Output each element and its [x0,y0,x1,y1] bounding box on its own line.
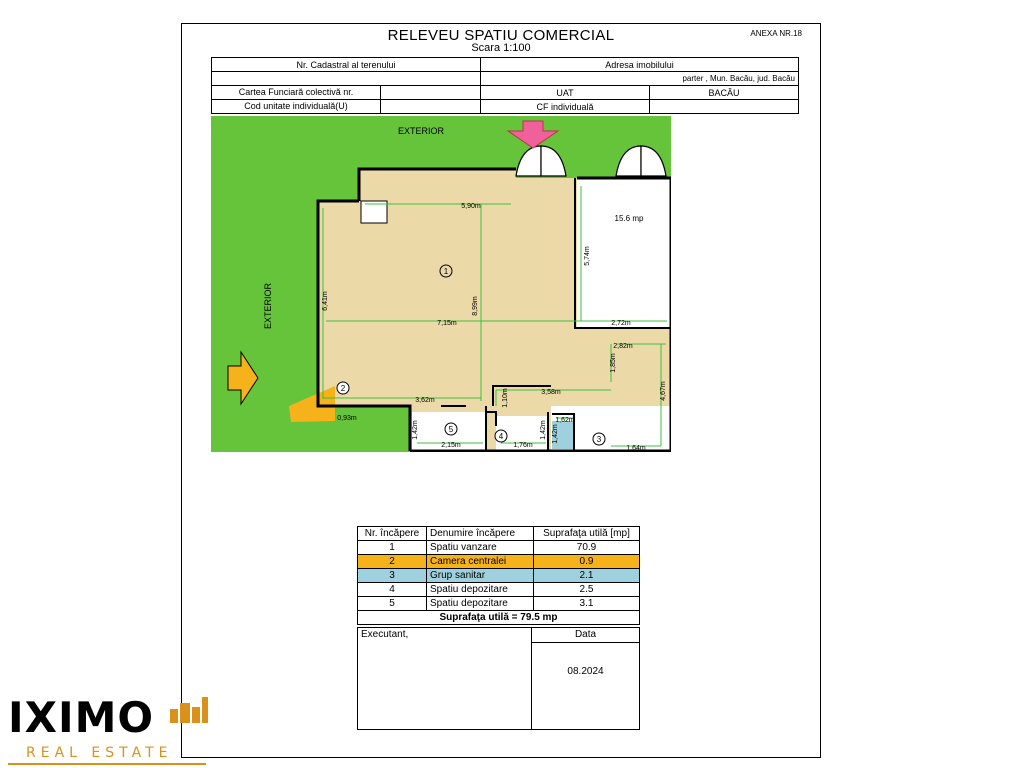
room-156-area-label: 15.6 mp [614,214,644,223]
rooms-table [357,526,640,625]
room-marker-4: 4 [498,432,504,441]
room-name: Grup sanitar [427,569,534,583]
unit-code-row [212,100,481,114]
data-value: 08.2024 [567,666,604,677]
dim-110: 1,10m [502,388,509,408]
room-nr: 3 [358,569,427,583]
document-sheet [181,23,821,758]
table-row [358,555,640,569]
header-table [211,57,799,114]
dim-590: 5,90m [461,203,481,210]
dim-641: 6,41m [322,291,329,311]
data-label: Data [532,628,639,643]
table-row [358,569,640,583]
room-area: 70.9 [534,541,640,555]
dim-215: 2,15m [441,442,461,449]
signature-block [357,627,640,730]
uat-label: UAT [481,86,650,100]
address-value: parter , Mun. Bacău, jud. Bacău [481,72,799,86]
room-nr: 2 [358,555,427,569]
cf-label: Cartea Funciară colectivă nr. [212,86,381,99]
floor-plan [211,116,671,452]
dim-185: 1,85m [610,353,617,373]
dim-142a: 1,42m [412,420,419,440]
dim-899: 8,99m [472,296,479,316]
cadastral-value [212,72,481,86]
cadastral-label: Nr. Cadastral al terenului [212,58,481,72]
dim-358: 3,58m [541,389,561,396]
dim-142b: 1,42m [540,420,547,440]
room-area: 2.5 [534,583,640,597]
dim-164: 1,64m [626,445,646,452]
room-area: 0.9 [534,555,640,569]
room-area: 2.1 [534,569,640,583]
cf-value [381,86,480,99]
room-nr: 5 [358,597,427,611]
cf-row [212,86,481,100]
room-nr: 1 [358,541,427,555]
address-label: Adresa imobilului [481,58,799,72]
room-156-interior [577,178,671,328]
table-row [358,541,640,555]
house-key-icon [168,695,210,729]
room-name: Spatiu vanzare [427,541,534,555]
unit-code-value [381,100,480,113]
company-logo [8,693,218,768]
total-area: Suprafaţa utilă = 79.5 mp [358,611,640,625]
executant-cell [358,628,532,729]
dim-093: 0,93m [337,415,357,422]
dim-362: 3,62m [415,397,435,404]
room-nr: 4 [358,583,427,597]
exterior-top-label: EXTERIOR [397,126,445,136]
room-marker-2: 2 [340,384,346,393]
dim-467: 4,67m [660,381,667,401]
exterior-left-label: EXTERIOR [263,282,273,330]
cf-individual-value [650,100,799,114]
room-area: 3.1 [534,597,640,611]
dim-162: 1,62m [555,417,575,424]
dim-574: 5,74m [584,246,591,266]
unit-code-label: Cod unitate individuală(U) [212,100,381,113]
document-title: RELEVEU SPATIU COMERCIAL [387,27,615,44]
room-name: Camera centralei [427,555,534,569]
logo-underline [8,763,206,765]
dim-142c: 1,42m [552,424,559,444]
logo-tagline: REAL ESTATE [26,745,173,761]
dim-715: 7,15m [437,320,457,327]
executant-label: Executant, [361,629,409,640]
room-name: Spatiu depozitare [427,583,534,597]
room-marker-5: 5 [448,425,454,434]
dim-176: 1,76m [513,442,533,449]
rooms-header-name: Denumire încăpere [427,527,534,541]
dim-282: 2,82m [613,343,633,350]
table-row [358,597,640,611]
annex-number: ANEXA NR.18 [750,29,802,38]
uat-value: BACĂU [650,86,799,100]
room-marker-1: 1 [443,267,449,276]
rooms-header-nr: Nr. încăpere [358,527,427,541]
rooms-header-area: Suprafaţa utilă [mp] [534,527,640,541]
room-marker-3: 3 [596,435,602,444]
cf-individual-label: CF individuală [481,100,650,114]
table-row [358,583,640,597]
room-name: Spatiu depozitare [427,597,534,611]
dim-272: 2,72m [611,320,631,327]
document-scale: Scara 1:100 [471,42,531,54]
logo-wordmark: IXIMO [8,693,155,742]
